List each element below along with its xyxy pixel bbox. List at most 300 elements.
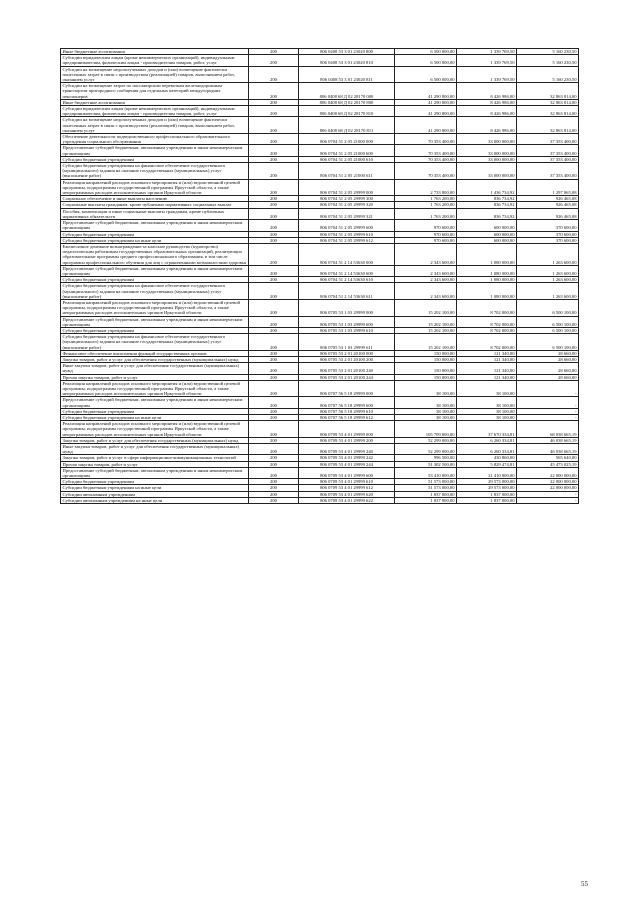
row-approved-cell: 51 573 000,00 xyxy=(395,485,457,491)
table-row xyxy=(61,208,579,219)
row-name-cell: Субсидии бюджетным учреждениям xyxy=(61,408,249,414)
row-name-cell: Предоставление субсидий бюджетным, автономным учреждениям и иным некоммерческим организациям xyxy=(61,265,249,276)
row-remaining-cell: 565 640,00 xyxy=(517,455,579,461)
row-code-cell: 200 xyxy=(249,467,299,478)
row-remaining-cell: 68 038 665,19 xyxy=(517,421,579,438)
row-classification-cell: 806 0704 51 2 14 53630 611 xyxy=(299,283,395,300)
table-row xyxy=(61,134,579,145)
row-executed-cell: 1 339 769,50 xyxy=(457,66,517,83)
row-approved-cell: 2 733 800,00 xyxy=(395,179,457,196)
row-executed-cell: 8 702 000,00 xyxy=(457,327,517,333)
row-code-cell: 200 xyxy=(249,208,299,219)
table-row xyxy=(61,202,579,208)
row-remaining-cell: 32 863 814,00 xyxy=(517,117,579,134)
row-name-cell: Субсидии бюджетным учреждениям xyxy=(61,277,249,283)
row-approved-cell: 6 500 000,00 xyxy=(395,49,457,55)
table-row xyxy=(61,163,579,180)
row-name-cell: Закупка товаров, работ и услуг для обеспечения государственных (муниципальных) нужд xyxy=(61,437,249,443)
row-remaining-cell: 46 038 665,19 xyxy=(517,444,579,455)
row-approved-cell: 150 000,00 xyxy=(395,374,457,380)
row-executed-cell: 8 702 000,00 xyxy=(457,316,517,327)
row-classification-cell: 806 0408 68 Д 02 28170 000 xyxy=(299,83,395,100)
table-row xyxy=(61,237,579,243)
row-remaining-cell: 6 500 100,00 xyxy=(517,316,579,327)
row-remaining-cell: 6 500 100,00 xyxy=(517,299,579,316)
row-remaining-cell: - xyxy=(517,397,579,408)
row-remaining-cell: 1 297 065,08 xyxy=(517,179,579,196)
row-executed-cell: 1 080 000,00 xyxy=(457,277,517,283)
row-classification-cell: 806 0707 56 5 18 29999 612 xyxy=(299,415,395,421)
row-name-cell: Предоставление субсидий бюджетным, автономным учреждениям и иным некоммерческим организациям xyxy=(61,220,249,231)
row-classification-cell: 806 0704 51 2 05 29999 300 xyxy=(299,196,395,202)
row-approved-cell: 41 290 800,00 xyxy=(395,99,457,105)
row-classification-cell: 806 0709 53 4 01 29999 240 xyxy=(299,444,395,455)
row-approved-cell: 150 000,00 xyxy=(395,363,457,374)
row-name-cell: Предоставление субсидий бюджетным, автономным учреждениям и иным некоммерческим организациям xyxy=(61,467,249,478)
row-remaining-cell: 1 263 600,00 xyxy=(517,277,579,283)
row-approved-cell: 38 100,00 xyxy=(395,408,457,414)
table-row xyxy=(61,356,579,362)
row-approved-cell: 52 299 000,00 xyxy=(395,437,457,443)
row-code-cell: 200 xyxy=(249,455,299,461)
row-classification-cell: 806 0704 51 2 05 29999 321 xyxy=(299,208,395,219)
row-name-cell: Субсидии бюджетным учреждениям xyxy=(61,231,249,237)
row-executed-cell: 38 100,00 xyxy=(457,408,517,414)
budget-table-body xyxy=(61,49,579,504)
row-approved-cell: 51 573 000,00 xyxy=(395,479,457,485)
row-approved-cell: 1 837 000,00 xyxy=(395,497,457,503)
row-executed-cell: 1 080 000,00 xyxy=(457,265,517,276)
row-name-cell: Финансовое обеспечение выполнения функций государственных органов xyxy=(61,350,249,356)
row-code-cell: 200 xyxy=(249,299,299,316)
row-executed-cell: 8 426 986,00 xyxy=(457,83,517,100)
row-classification-cell: 806 0709 53 4 01 29999 610 xyxy=(299,479,395,485)
row-code-cell: 200 xyxy=(249,497,299,503)
row-code-cell: 200 xyxy=(249,327,299,333)
table-row xyxy=(61,363,579,374)
row-approved-cell: 2 343 600,00 xyxy=(395,243,457,265)
row-classification-cell: 806 0704 51 2 05 21000 000 xyxy=(299,134,395,145)
row-executed-cell: 600 000,00 xyxy=(457,231,517,237)
row-code-cell: 200 xyxy=(249,145,299,156)
row-code-cell: 200 xyxy=(249,179,299,196)
row-remaining-cell: 37 353 400,00 xyxy=(517,134,579,145)
row-classification-cell: 806 0705 53 1 03 29999 610 xyxy=(299,327,395,333)
row-remaining-cell: 45 473 025,19 xyxy=(517,461,579,467)
row-code-cell: 200 xyxy=(249,55,299,66)
row-code-cell: 200 xyxy=(249,415,299,421)
row-remaining-cell: 32 863 814,00 xyxy=(517,99,579,105)
row-name-cell: Субсидии юридическим лицам (кроме некоммерческих организаций), индивидуальным предпринимателям, физическим лицам - производителям товаров, работ, услуг xyxy=(61,55,249,66)
table-row xyxy=(61,117,579,134)
row-classification-cell: 806 0408 53 3 01 23020 800 xyxy=(299,49,395,55)
row-remaining-cell: 370 600,00 xyxy=(517,231,579,237)
row-name-cell: Субсидии бюджетным учреждениям xyxy=(61,479,249,485)
row-code-cell: 200 xyxy=(249,117,299,134)
row-code-cell: 200 xyxy=(249,202,299,208)
row-executed-cell: 6 260 334,81 xyxy=(457,437,517,443)
row-classification-cell: 806 0709 53 4 01 29999 200 xyxy=(299,437,395,443)
row-approved-cell: 150 000,00 xyxy=(395,356,457,362)
row-approved-cell: 70 353 400,00 xyxy=(395,145,457,156)
row-code-cell: 200 xyxy=(249,485,299,491)
row-approved-cell: 70 353 400,00 xyxy=(395,163,457,180)
row-executed-cell: 33 000 000,00 xyxy=(457,156,517,162)
row-executed-cell: 29 573 000,00 xyxy=(457,479,517,485)
row-remaining-cell: 370 600,00 xyxy=(517,237,579,243)
row-remaining-cell: 1 263 600,00 xyxy=(517,243,579,265)
row-name-cell: Иные бюджетные ассигнования xyxy=(61,99,249,105)
row-name-cell: Субсидии на возмещение затрат по пассажирским перевозкам железнодорожным транспортом пригородного сообщения для отдельных категорий междугородних пенсионеров xyxy=(61,83,249,100)
row-name-cell: Субсидии на возмещение недополученных доходов и (или) возмещение фактически понесенных затрат в связи с производством (реализацией) товаров, выполнением работ, оказанием услуг xyxy=(61,117,249,134)
row-code-cell: 200 xyxy=(249,196,299,202)
table-row xyxy=(61,455,579,461)
row-remaining-cell: 22 000 000,00 xyxy=(517,467,579,478)
row-remaining-cell: 370 600,00 xyxy=(517,220,579,231)
row-approved-cell: 6 500 000,00 xyxy=(395,55,457,66)
row-approved-cell: 15 202 100,00 xyxy=(395,299,457,316)
row-classification-cell: 806 0705 53 1 03 29999 600 xyxy=(299,316,395,327)
row-classification-cell: 806 0704 51 2 05 29999 600 xyxy=(299,220,395,231)
row-classification-cell: 806 0707 56 5 18 29999 610 xyxy=(299,408,395,414)
row-approved-cell: 38 100,00 xyxy=(395,380,457,397)
row-code-cell: 200 xyxy=(249,243,299,265)
row-approved-cell: 970 600,00 xyxy=(395,220,457,231)
row-remaining-cell: 28 660,00 xyxy=(517,363,579,374)
row-executed-cell: 600 000,00 xyxy=(457,237,517,243)
row-name-cell: Реализация направлений расходов основного мероприятия и (или) ведомственной целевой программы, подпрограммы государственной программы Иркутской области, а также непрограммных расходов исполнительных органов Иркутской области xyxy=(61,421,249,438)
row-remaining-cell: 37 353 400,00 xyxy=(517,156,579,162)
row-name-cell: Субсидии бюджетным учреждениям на иные цели xyxy=(61,415,249,421)
row-code-cell: 200 xyxy=(249,163,299,180)
row-executed-cell: 836 734,92 xyxy=(457,202,517,208)
row-name-cell: Закупка товаров, работ и услуг в сфере информационно-коммуникационных технологий xyxy=(61,455,249,461)
table-row xyxy=(61,145,579,156)
row-classification-cell: 806 0704 51 2 05 21000 600 xyxy=(299,145,395,156)
row-remaining-cell: 5 160 230,50 xyxy=(517,49,579,55)
row-code-cell: 200 xyxy=(249,350,299,356)
table-row xyxy=(61,55,579,66)
row-code-cell: 200 xyxy=(249,134,299,145)
page-number: 55 xyxy=(581,880,588,888)
row-approved-cell: 38 100,00 xyxy=(395,397,457,408)
row-remaining-cell: 32 863 814,00 xyxy=(517,106,579,117)
row-code-cell: 200 xyxy=(249,356,299,362)
row-name-cell: Субсидии бюджетным учреждениям xyxy=(61,156,249,162)
row-name-cell: Иные закупки товаров, работ и услуг для обеспечения государственных (муниципальных) нужд xyxy=(61,444,249,455)
row-executed-cell: 121 340,00 xyxy=(457,356,517,362)
row-name-cell: Социальное обеспечение и иные выплаты населению xyxy=(61,196,249,202)
row-remaining-cell: 1 263 600,00 xyxy=(517,283,579,300)
row-remaining-cell: 28 660,00 xyxy=(517,374,579,380)
row-name-cell: Прочая закупка товаров, работ и услуг xyxy=(61,461,249,467)
row-classification-cell: 806 0704 51 2 05 29999 612 xyxy=(299,237,395,243)
row-remaining-cell: 6 500 100,00 xyxy=(517,334,579,351)
row-approved-cell: 70 353 400,00 xyxy=(395,134,457,145)
row-classification-cell: 806 0709 53 4 01 29999 620 xyxy=(299,491,395,497)
row-classification-cell: 806 0408 53 3 01 23020 810 xyxy=(299,55,395,66)
row-remaining-cell: 46 038 665,19 xyxy=(517,437,579,443)
row-remaining-cell: - xyxy=(517,380,579,397)
row-code-cell: 200 xyxy=(249,479,299,485)
row-executed-cell: 8 426 986,00 xyxy=(457,106,517,117)
row-executed-cell: 1 339 769,50 xyxy=(457,49,517,55)
row-name-cell: Предоставление субсидий бюджетным, автономным учреждениям и иным некоммерческим организациям xyxy=(61,145,249,156)
row-code-cell: 200 xyxy=(249,397,299,408)
table-row xyxy=(61,243,579,265)
row-remaining-cell: 37 353 400,00 xyxy=(517,145,579,156)
row-classification-cell: 806 0705 53 1 03 29999 611 xyxy=(299,334,395,351)
row-approved-cell: 41 290 800,00 xyxy=(395,117,457,134)
row-remaining-cell: 926 465,08 xyxy=(517,196,579,202)
table-row xyxy=(61,106,579,117)
row-code-cell: 200 xyxy=(249,437,299,443)
row-classification-cell: 806 0408 68 Д 02 28170 811 xyxy=(299,117,395,134)
row-executed-cell: 1 080 000,00 xyxy=(457,283,517,300)
row-name-cell: Обеспечение деятельности подведомственного профессионального образовательного учреждения социального обслуживания xyxy=(61,134,249,145)
table-row xyxy=(61,421,579,438)
row-name-cell: Реализация направлений расходов основного мероприятия и (или) ведомственной целевой программы, подпрограммы государственной программы Иркутской области, а также непрограммных расходов исполнительных органов Иркутской области xyxy=(61,299,249,316)
table-row xyxy=(61,415,579,421)
row-approved-cell: 15 202 100,00 xyxy=(395,316,457,327)
table-row xyxy=(61,179,579,196)
row-approved-cell: 70 353 400,00 xyxy=(395,156,457,162)
row-approved-cell: 51 302 500,00 xyxy=(395,461,457,467)
row-code-cell: 200 xyxy=(249,363,299,374)
row-executed-cell: 38 100,00 xyxy=(457,397,517,408)
row-classification-cell: 806 0709 53 4 01 29999 242 xyxy=(299,455,395,461)
row-remaining-cell: 926 465,08 xyxy=(517,202,579,208)
row-code-cell: 200 xyxy=(249,99,299,105)
row-code-cell: 200 xyxy=(249,380,299,397)
table-row xyxy=(61,66,579,83)
table-row xyxy=(61,283,579,300)
row-remaining-cell: 1 263 600,00 xyxy=(517,265,579,276)
row-executed-cell: 38 100,00 xyxy=(457,380,517,397)
row-classification-cell: 806 0705 53 2 01 20100 000 xyxy=(299,350,395,356)
row-code-cell: 200 xyxy=(249,156,299,162)
row-executed-cell: 1 436 734,92 xyxy=(457,179,517,196)
row-remaining-cell: - xyxy=(517,408,579,414)
table-row xyxy=(61,350,579,356)
row-executed-cell: 37 670 334,81 xyxy=(457,421,517,438)
row-approved-cell: 41 290 800,00 xyxy=(395,83,457,100)
row-name-cell: Субсидии бюджетным учреждениям на финансовое обеспечение государственного (муниципального) задания на оказание государственных (муниципальных) услуг (выполнение работ) xyxy=(61,334,249,351)
row-code-cell: 200 xyxy=(249,421,299,438)
row-executed-cell: 121 340,00 xyxy=(457,350,517,356)
table-row xyxy=(61,485,579,491)
row-classification-cell: 806 0704 51 2 14 53630 610 xyxy=(299,277,395,283)
row-code-cell: 200 xyxy=(249,265,299,276)
row-code-cell: 200 xyxy=(249,283,299,300)
row-remaining-cell: 32 863 814,00 xyxy=(517,83,579,100)
row-remaining-cell: 28 660,00 xyxy=(517,356,579,362)
row-executed-cell: 6 260 334,81 xyxy=(457,444,517,455)
row-executed-cell: 8 426 986,00 xyxy=(457,117,517,134)
row-executed-cell: 33 000 000,00 xyxy=(457,163,517,180)
row-code-cell: 200 xyxy=(249,106,299,117)
row-approved-cell: 15 202 100,00 xyxy=(395,334,457,351)
row-classification-cell: 806 0705 53 2 01 20100 240 xyxy=(299,363,395,374)
row-approved-cell: 41 290 800,00 xyxy=(395,106,457,117)
row-approved-cell: 6 500 000,00 xyxy=(395,66,457,83)
budget-table xyxy=(60,48,579,504)
table-row xyxy=(61,196,579,202)
row-classification-cell: 806 0705 53 1 03 29999 000 xyxy=(299,299,395,316)
row-code-cell: 200 xyxy=(249,49,299,55)
row-executed-cell: 8 702 000,00 xyxy=(457,334,517,351)
table-row xyxy=(61,380,579,397)
row-classification-cell: 806 0408 68 Д 02 28170 810 xyxy=(299,106,395,117)
table-row xyxy=(61,316,579,327)
row-remaining-cell: - xyxy=(517,415,579,421)
table-row xyxy=(61,444,579,455)
row-approved-cell: 53 410 000,00 xyxy=(395,467,457,478)
row-code-cell: 200 xyxy=(249,491,299,497)
row-classification-cell: 806 0704 51 2 05 21000 610 xyxy=(299,156,395,162)
row-executed-cell: 5 829 474,81 xyxy=(457,461,517,467)
row-name-cell: Ежемесячное денежное вознаграждение за классное руководство (кураторство) педагогическим работникам государственных образовательных организаций, реализующих образовательные программы среднего профессионального образования, в том числе программы профессионального обучения для лиц с ограниченными возможностями здоровья xyxy=(61,243,249,265)
row-name-cell: Социальные выплаты гражданам, кроме публичных нормативных социальных выплат xyxy=(61,202,249,208)
table-row xyxy=(61,299,579,316)
row-executed-cell: 1 837 000,00 xyxy=(457,491,517,497)
table-row xyxy=(61,397,579,408)
row-executed-cell: 430 860,00 xyxy=(457,455,517,461)
row-executed-cell: 1 339 769,50 xyxy=(457,55,517,66)
row-name-cell: Субсидии бюджетным учреждениям на иные цели xyxy=(61,237,249,243)
row-executed-cell: 31 410 000,00 xyxy=(457,467,517,478)
row-name-cell: Прочая закупка товаров, работ и услуг xyxy=(61,374,249,380)
row-executed-cell: 8 426 986,00 xyxy=(457,99,517,105)
table-row xyxy=(61,497,579,503)
row-approved-cell: 970 600,00 xyxy=(395,231,457,237)
row-name-cell: Иные бюджетные ассигнования xyxy=(61,49,249,55)
row-name-cell: Субсидии автономным учреждениям xyxy=(61,491,249,497)
row-remaining-cell: 926 465,08 xyxy=(517,208,579,219)
row-name-cell: Предоставление субсидий бюджетным, автономным учреждениям и иным некоммерческим организациям xyxy=(61,316,249,327)
row-classification-cell: 806 0408 68 Д 02 28170 800 xyxy=(299,99,395,105)
row-remaining-cell: 37 353 400,00 xyxy=(517,163,579,180)
row-remaining-cell: 22 000 000,00 xyxy=(517,479,579,485)
row-classification-cell: 806 0408 53 3 01 23020 811 xyxy=(299,66,395,83)
row-classification-cell: 806 0704 51 2 05 29999 610 xyxy=(299,231,395,237)
row-remaining-cell: 6 500 100,00 xyxy=(517,327,579,333)
row-code-cell: 200 xyxy=(249,66,299,83)
row-name-cell: Закупка товаров, работ и услуг для обеспечения государственных (муниципальных) нужд xyxy=(61,356,249,362)
row-code-cell: 200 xyxy=(249,408,299,414)
row-classification-cell: 806 0709 53 4 01 29999 000 xyxy=(299,421,395,438)
row-classification-cell: 806 0705 53 2 01 20100 200 xyxy=(299,356,395,362)
row-name-cell: Субсидии юридическим лицам (кроме некоммерческих организаций), индивидуальным предпринимателям, физическим лицам - производителям товаров, работ, услуг xyxy=(61,106,249,117)
row-classification-cell: 806 0709 53 4 01 29999 244 xyxy=(299,461,395,467)
row-approved-cell: 1 763 200,00 xyxy=(395,208,457,219)
row-classification-cell: 806 0707 56 5 18 29999 000 xyxy=(299,380,395,397)
row-code-cell: 200 xyxy=(249,237,299,243)
row-remaining-cell: - xyxy=(517,491,579,497)
row-approved-cell: 2 343 600,00 xyxy=(395,283,457,300)
row-classification-cell: 806 0704 51 2 05 21000 611 xyxy=(299,163,395,180)
row-classification-cell: 806 0709 53 4 01 29999 612 xyxy=(299,485,395,491)
row-executed-cell: 38 100,00 xyxy=(457,415,517,421)
row-approved-cell: 1 763 200,00 xyxy=(395,202,457,208)
row-classification-cell: 806 0704 51 2 14 53630 000 xyxy=(299,243,395,265)
row-executed-cell: 29 573 000,00 xyxy=(457,485,517,491)
row-executed-cell: 33 000 000,00 xyxy=(457,145,517,156)
row-executed-cell: 836 734,92 xyxy=(457,196,517,202)
row-code-cell: 200 xyxy=(249,374,299,380)
row-executed-cell: 33 000 000,00 xyxy=(457,134,517,145)
row-executed-cell: 121 340,00 xyxy=(457,363,517,374)
row-name-cell: Реализация направлений расходов основного мероприятия и (или) ведомственной целевой программы, подпрограммы государственной программы Иркутской области, а также непрограммных расходов исполнительных органов Иркутской области xyxy=(61,380,249,397)
row-executed-cell: 836 734,92 xyxy=(457,208,517,219)
row-remaining-cell: 5 160 230,50 xyxy=(517,55,579,66)
row-approved-cell: 150 000,00 xyxy=(395,350,457,356)
row-classification-cell: 806 0704 51 2 05 29999 320 xyxy=(299,202,395,208)
row-name-cell: Реализация направлений расходов основного мероприятия и (или) ведомственной целевой программы, подпрограммы государственной программы Иркутской области, а также непрограммных расходов исполнительных органов Иркутской области xyxy=(61,179,249,196)
table-row xyxy=(61,334,579,351)
row-code-cell: 200 xyxy=(249,231,299,237)
row-executed-cell: 1 837 000,00 xyxy=(457,497,517,503)
row-name-cell: Иные закупки товаров, работ и услуг для обеспечения государственных (муниципальных) нужд xyxy=(61,363,249,374)
row-classification-cell: 806 0707 56 5 18 29999 600 xyxy=(299,397,395,408)
row-approved-cell: 38 100,00 xyxy=(395,415,457,421)
document-page xyxy=(60,48,578,504)
row-code-cell: 200 xyxy=(249,220,299,231)
row-code-cell: 200 xyxy=(249,444,299,455)
row-remaining-cell: 28 660,00 xyxy=(517,350,579,356)
row-name-cell: Предоставление субсидий бюджетным, автономным учреждениям и иным некоммерческим организациям xyxy=(61,397,249,408)
table-row xyxy=(61,467,579,478)
row-classification-cell: 806 0705 53 2 01 20100 244 xyxy=(299,374,395,380)
row-name-cell: Субсидии бюджетным учреждениям на финансовое обеспечение государственного (муниципального) задания на оказание государственных (муниципальных) услуг (выполнение работ) xyxy=(61,283,249,300)
table-row xyxy=(61,83,579,100)
row-remaining-cell: 5 160 230,50 xyxy=(517,66,579,83)
table-row xyxy=(61,220,579,231)
row-name-cell: Субсидии на возмещение недополученных доходов и (или) возмещение фактически понесенных затрат в связи с производством (реализацией) товаров, выполнением работ, оказанием услуг xyxy=(61,66,249,83)
row-name-cell: Пособия, компенсации и иные социальные выплаты гражданам, кроме публичных нормативных обязательств xyxy=(61,208,249,219)
row-remaining-cell: 22 000 000,00 xyxy=(517,485,579,491)
row-approved-cell: 970 600,00 xyxy=(395,237,457,243)
row-remaining-cell: - xyxy=(517,497,579,503)
row-name-cell: Субсидии бюджетным учреждениям xyxy=(61,327,249,333)
row-code-cell: 200 xyxy=(249,83,299,100)
row-approved-cell: 2 343 600,00 xyxy=(395,277,457,283)
row-approved-cell: 2 343 600,00 xyxy=(395,265,457,276)
row-classification-cell: 806 0709 53 4 01 29999 622 xyxy=(299,497,395,503)
row-executed-cell: 8 702 000,00 xyxy=(457,299,517,316)
row-approved-cell: 105 709 000,00 xyxy=(395,421,457,438)
row-approved-cell: 15 202 100,00 xyxy=(395,327,457,333)
row-name-cell: Субсидии бюджетным учреждениям на финансовое обеспечение государственного (муниципального) задания на оказание государственных (муниципальных) услуг (выполнение работ) xyxy=(61,163,249,180)
row-name-cell: Субсидии автономным учреждениям на иные цели xyxy=(61,497,249,503)
row-code-cell: 200 xyxy=(249,316,299,327)
row-approved-cell: 1 837 000,00 xyxy=(395,491,457,497)
row-executed-cell: 600 000,00 xyxy=(457,220,517,231)
row-executed-cell: 121 340,00 xyxy=(457,374,517,380)
row-code-cell: 200 xyxy=(249,461,299,467)
row-classification-cell: 806 0704 51 2 14 53630 600 xyxy=(299,265,395,276)
row-code-cell: 200 xyxy=(249,334,299,351)
row-classification-cell: 806 0709 53 4 01 29999 600 xyxy=(299,467,395,478)
table-row xyxy=(61,265,579,276)
row-name-cell: Субсидии бюджетным учреждениям на иные цели xyxy=(61,485,249,491)
table-row xyxy=(61,437,579,443)
row-classification-cell: 806 0704 51 2 05 29999 000 xyxy=(299,179,395,196)
row-approved-cell: 1 763 200,00 xyxy=(395,196,457,202)
row-executed-cell: 1 080 000,00 xyxy=(457,243,517,265)
row-approved-cell: 996 500,00 xyxy=(395,455,457,461)
row-code-cell: 200 xyxy=(249,277,299,283)
